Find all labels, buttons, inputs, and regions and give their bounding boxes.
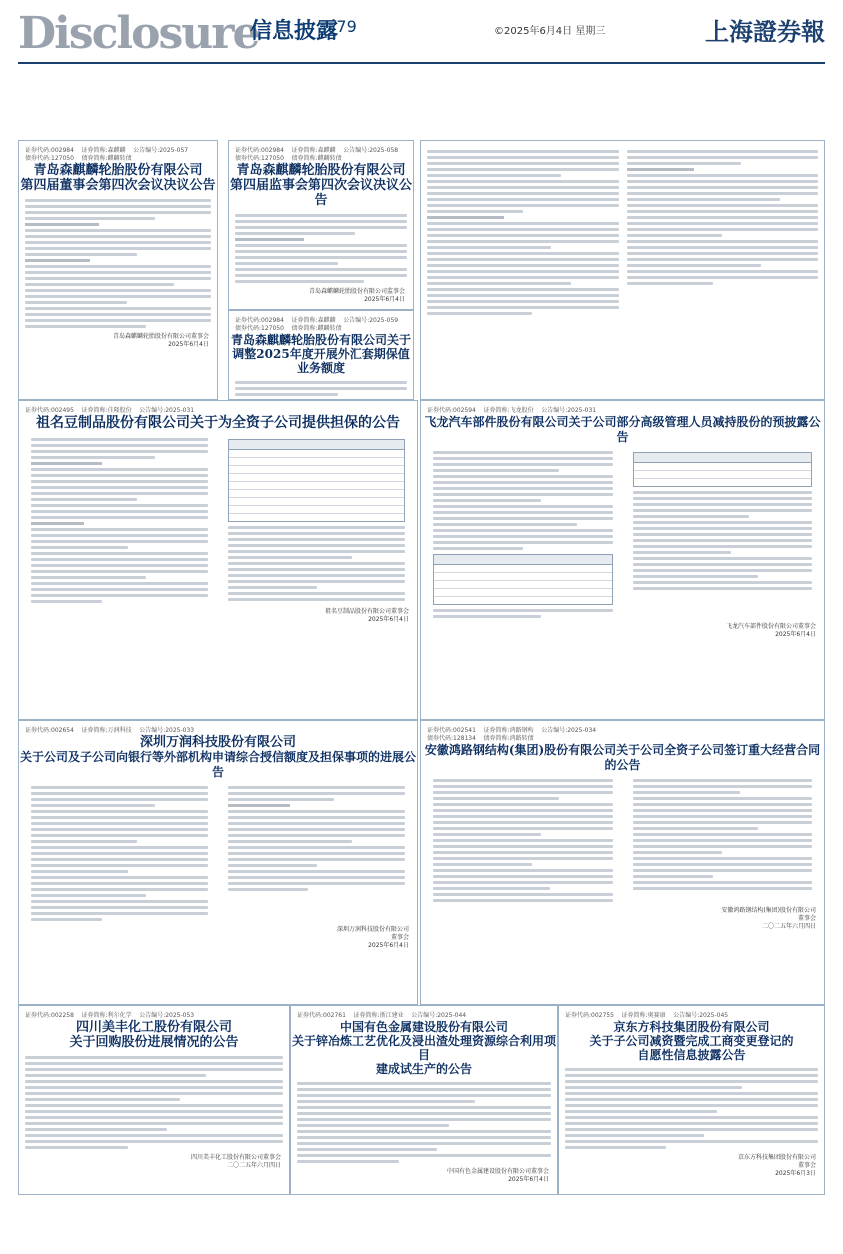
notice-body bbox=[19, 1050, 289, 1149]
notice-codes: 证券代码:002761 证券简称:浙江建业 公告编号:2025-044 bbox=[297, 1012, 467, 1019]
notice-title: 青岛森麒麟轮胎股份有限公司关于 调整2025年度开展外汇套期保值业务额度 bbox=[230, 333, 411, 375]
notice-feilong bbox=[420, 400, 825, 720]
notice-senqilin-board bbox=[18, 140, 218, 400]
notice-body bbox=[291, 1076, 557, 1163]
notice-body bbox=[19, 193, 217, 328]
notice-codes: 证券代码:002654 证券简称:万润科技 公告编号:2025-033 bbox=[25, 727, 195, 734]
notice-body bbox=[229, 375, 413, 396]
notice-sign: 飞龙汽车部件股份有限公司董事会 2025年6月4日 bbox=[725, 623, 816, 638]
notice-codes: 证券代码:002541 证券简称:鸿路钢构 公告编号:2025-034 债券代码:128134 债券简称:鸿路转债 bbox=[427, 727, 597, 742]
data-table bbox=[433, 554, 613, 605]
notice-title: 青岛森麒麟轮胎股份有限公司 第四届监事会第四次会议决议公告 bbox=[229, 163, 412, 208]
section-title: 信息披露 bbox=[250, 18, 339, 44]
issue-date: ©2025年6月4日 星期三 bbox=[494, 26, 606, 37]
notice-sign: 青岛森麒麟轮胎股份有限公司监事会 2025年6月4日 bbox=[308, 288, 405, 303]
notice-title: 飞龙汽车部件股份有限公司关于公司部分高级管理人员减持股份的预披露公告 bbox=[424, 415, 821, 444]
notice-sign: 青岛森麒麟轮胎股份有限公司董事会 2025年6月4日 bbox=[112, 333, 209, 348]
notice-title: 安徽鸿路钢结构(集团)股份有限公司关于公司全资子公司签订重大经营合同的公告 bbox=[424, 743, 821, 772]
notice-body bbox=[559, 1062, 824, 1149]
notice-codes: 证券代码:002258 证券简称:利尔化学 公告编号:2025-053 bbox=[25, 1012, 195, 1019]
brand-logo: Disclosure bbox=[18, 8, 259, 59]
notice-codes: 证券代码:002984 证券简称:森麒麟 公告编号:2025-057 债券代码:127050 债券简称:麒麟转债 bbox=[25, 147, 189, 162]
notice-sign: 京东方科技集团股份有限公司 董事会 2025年6月3日 bbox=[737, 1154, 816, 1177]
notice-meifeng bbox=[18, 1005, 290, 1195]
notice-title: 青岛森麒麟轮胎股份有限公司 第四届董事会第四次会议决议公告 bbox=[20, 163, 216, 193]
notice-sign: 四川美丰化工股份有限公司董事会 二〇二五年六月四日 bbox=[190, 1154, 281, 1169]
notice-title: 深圳万润科技股份有限公司 关于公司及子公司向银行等外部机构申请综合授信额度及担保事项的进展公告 bbox=[19, 735, 416, 779]
notice-senqilin-supervisors bbox=[228, 140, 414, 310]
masthead bbox=[18, 8, 825, 60]
notice-title: 四川美丰化工股份有限公司 关于回购股份进展情况的公告 bbox=[69, 1020, 239, 1050]
notice-continuation bbox=[420, 140, 825, 400]
notice-title: 京东方科技集团股份有限公司 关于子公司减资暨完成工商变更登记的 自愿性信息披露公告 bbox=[589, 1020, 794, 1062]
notice-boe bbox=[558, 1005, 825, 1195]
notice-senqilin-fx bbox=[228, 310, 414, 400]
notice-sign: 祖名豆制品股份有限公司董事会 2025年6月4日 bbox=[324, 608, 409, 623]
notice-wanrun bbox=[18, 720, 418, 1005]
notice-zuming bbox=[18, 400, 418, 720]
newspaper-name: 上海證券報 bbox=[705, 17, 825, 46]
notice-codes: 证券代码:002594 证券简称:飞龙股份 公告编号:2025-031 bbox=[427, 407, 597, 414]
notice-sign: 深圳万润科技股份有限公司 董事会 2025年6月4日 bbox=[336, 926, 409, 949]
notice-sign: 安徽鸿路钢结构(集团)股份有限公司 董事会 二〇二五年六月四日 bbox=[721, 907, 816, 930]
notice-sign: 中国有色金属建设股份有限公司董事会 2025年6月4日 bbox=[446, 1168, 549, 1183]
notice-codes: 证券代码:002984 证券简称:森麒麟 公告编号:2025-059 债券代码:127050 债券简称:麒麟转债 bbox=[235, 317, 399, 332]
notice-codes: 证券代码:002755 证券简称:奥赛康 公告编号:2025-045 bbox=[565, 1012, 729, 1019]
notice-codes: 证券代码:002984 证券简称:森麒麟 公告编号:2025-058 债券代码:127050 债券简称:麒麟转债 bbox=[235, 147, 399, 162]
data-table bbox=[228, 439, 405, 522]
notice-honglu bbox=[420, 720, 825, 1005]
page-number: /79 bbox=[331, 17, 357, 36]
notice-body bbox=[229, 208, 413, 283]
masthead-rule bbox=[18, 62, 825, 64]
notice-title: 祖名豆制品股份有限公司关于为全资子公司提供担保的公告 bbox=[36, 415, 400, 431]
notice-codes: 证券代码:002495 证券简称:佳隆股份 公告编号:2025-031 bbox=[25, 407, 195, 414]
data-table bbox=[633, 452, 813, 487]
notice-nfc bbox=[290, 1005, 558, 1195]
notice-title: 中国有色金属建设股份有限公司 关于锌冶炼工艺优化及浸出渣处理资源综合利用项目 建成试生产的公告 bbox=[291, 1020, 556, 1076]
